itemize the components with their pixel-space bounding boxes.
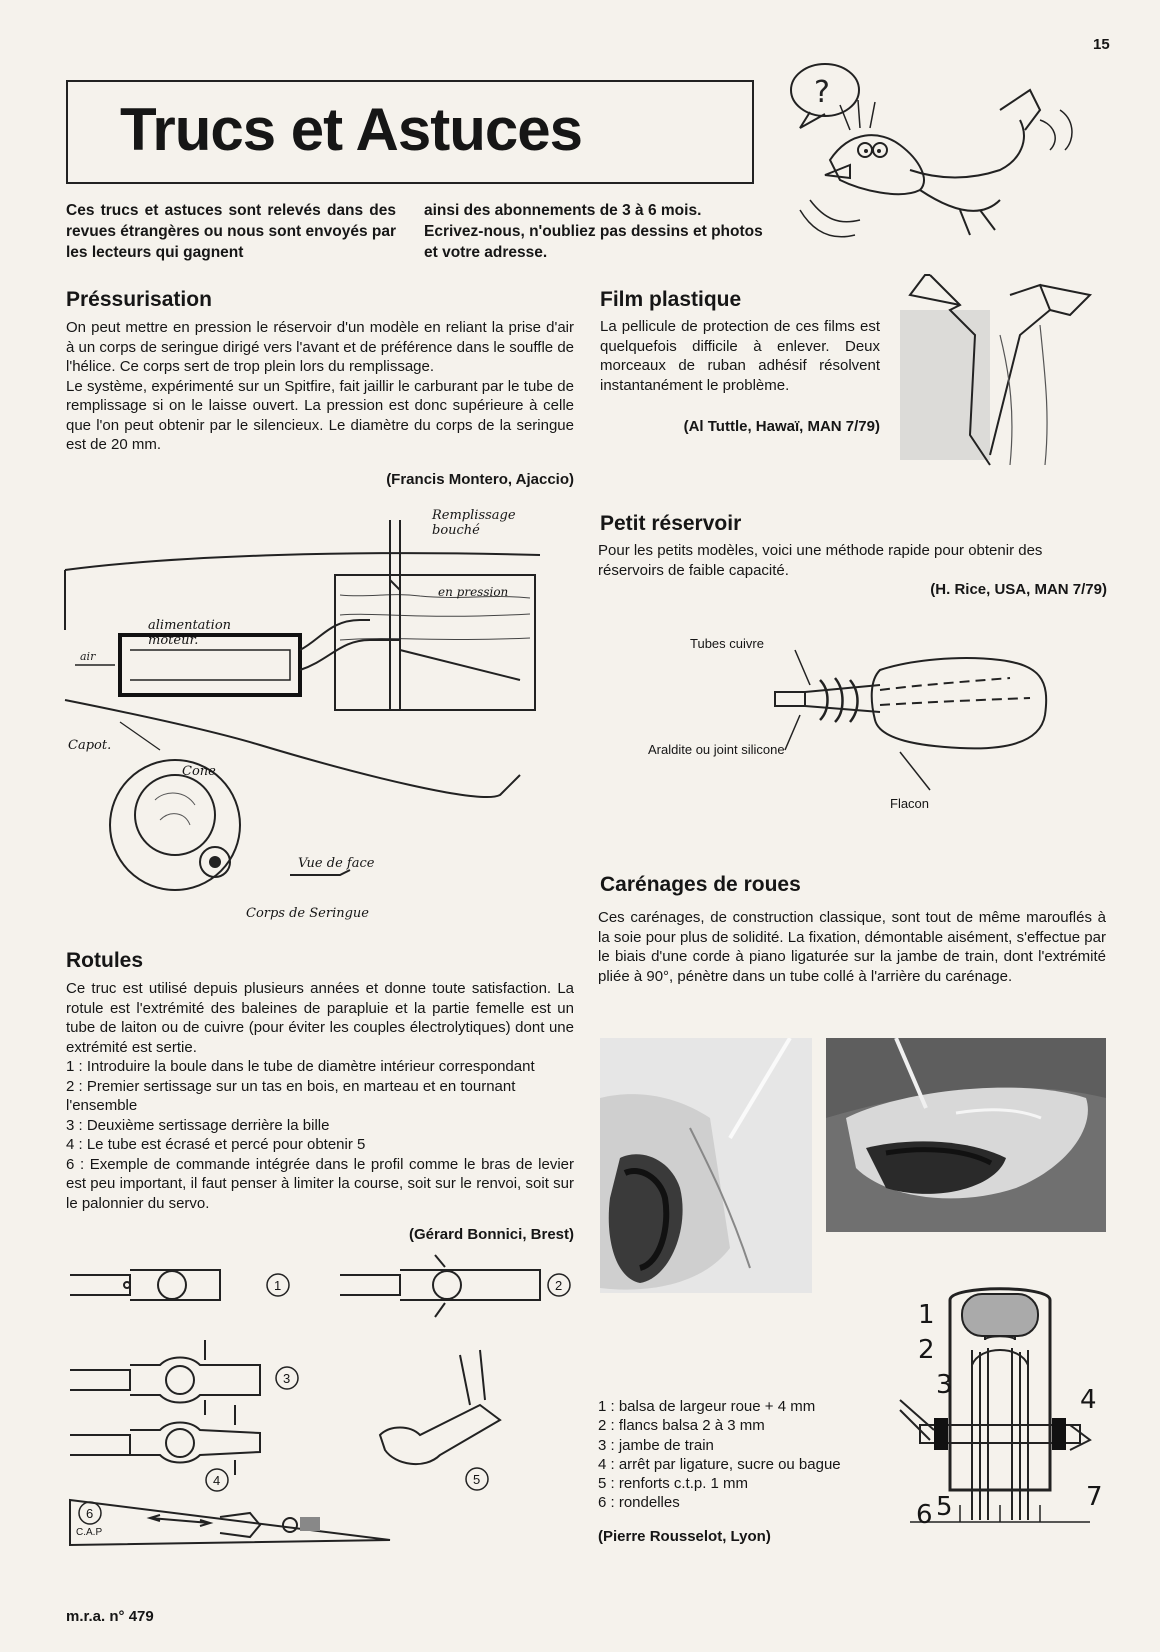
carenages-credit: (Pierre Rousselot, Lyon)	[598, 1528, 771, 1545]
petit-reservoir-diagram	[760, 640, 1060, 790]
rotule-circle-label-6: 6	[86, 1506, 94, 1521]
diagram-number-6: 6	[916, 1500, 933, 1530]
legend-item: 4 : arrêt par ligature, sucre ou bague	[598, 1455, 841, 1473]
wheel-fairing-photo-left	[600, 1038, 812, 1293]
rotule-circle-label-5: 5	[473, 1472, 481, 1487]
rotules-step: 4 : Le tube est écrasé et percé pour obtenir 5	[66, 1136, 366, 1153]
rotules-heading: Rotules	[66, 949, 144, 972]
flacon-label: Flacon	[890, 796, 930, 811]
vue-de-face-label: Vue de face	[298, 856, 375, 871]
rotule-circle-label-1: 1	[274, 1278, 282, 1293]
rotules-diagram	[60, 1255, 580, 1555]
capot-label: Capot.	[68, 738, 112, 753]
diagram-number-2: 2	[918, 1335, 935, 1365]
legend-item: 5 : renforts c.t.p. 1 mm	[598, 1475, 749, 1493]
cartoon-bird-illustration	[770, 50, 1110, 260]
pressurisation-paragraph-2: Le système, expérimenté sur un Spitfire, fait jaillir le carburant par le tube de remplissage si on le laisse ouvert. La pression est donc supérieure à celle que l'on peut obtenir par le silencieux. Le diamètre du corps de la seringue est de 20 mm.	[66, 377, 574, 453]
rotules-credit: (Gérard Bonnici, Brest)	[408, 1226, 574, 1243]
rotules-step: 3 : Deuxième sertissage derrière la bille	[66, 1116, 330, 1134]
wheel-fairing-photo-right	[826, 1038, 1106, 1232]
rotules-step: 6 : Exemple de commande intégrée dans le profil comme le bras de levier est peu important, il faut penser à limiter la course, soit sur le renvoi, soit sur le palonnier du servo.	[66, 1155, 574, 1212]
remplissage-label: Remplissage bouché	[432, 508, 516, 538]
diagram-number-1: 1	[918, 1300, 935, 1330]
page-title: Trucs et Astuces	[120, 96, 582, 163]
petit-reservoir-heading: Petit réservoir	[600, 512, 742, 535]
corps-seringue-label: Corps de Seringue	[246, 906, 369, 921]
legend-item: 3 : jambe de train	[598, 1436, 714, 1454]
rotules-intro: Ce truc est utilisé depuis plusieurs années et donne toute satisfaction. La rotule est l'extrémité des baleines de parapluie et la partie femelle est un tube de laiton ou de cuivre (pour éviter les couples électrolytiques) dont une extrémité est sertie.	[66, 980, 574, 1056]
footer-issue: m.r.a. n° 479	[66, 1608, 154, 1625]
diagram-number-3: 3	[936, 1370, 953, 1400]
legend-item: 6 : rondelles	[598, 1494, 680, 1512]
rotules-step: 1 : Introduire la boule dans le tube de diamètre intérieur correspondant	[66, 1058, 535, 1075]
diagram-number-7: 7	[1086, 1482, 1103, 1512]
en-pression-label: en pression	[438, 585, 509, 599]
intro-right: ainsi des abonnements de 3 à 6 mois. Ecrivez-nous, n'oubliez pas dessins et photos et votre adresse.	[424, 202, 763, 261]
rotule-circle-label-4: 4	[213, 1473, 221, 1488]
page-number: 15	[1093, 36, 1110, 53]
legend-item: 2 : flancs balsa 2 à 3 mm	[598, 1417, 765, 1435]
intro-left: Ces trucs et astuces sont relevés dans des revues étrangères ou nous sont envoyés par les lecteurs qui gagnent	[66, 202, 396, 261]
alimentation-label: alimentation moteur.	[148, 618, 232, 648]
rotule-circle-label-3: 3	[283, 1371, 291, 1386]
film-heading: Film plastique	[600, 288, 742, 311]
rotules-step: 2 : Premier sertissage sur un tas en bois, en marteau et en tournant l'ensemble	[66, 1077, 516, 1114]
diagram-number-4: 4	[1080, 1385, 1097, 1415]
pressurisation-body	[66, 318, 574, 455]
film-body: La pellicule de protection de ces films est quelquefois difficile à enlever. Deux morceaux de ruban adhésif résolvent instantanément le problème.	[600, 318, 880, 394]
pressurisation-credit: (Francis Montero, Ajaccio)	[386, 471, 574, 488]
legend-item: 1 : balsa de largeur roue + 4 mm	[598, 1398, 816, 1415]
cone-label: Cone	[182, 764, 216, 779]
carenages-heading: Carénages de roues	[600, 873, 801, 896]
pressurisation-heading: Préssurisation	[66, 288, 212, 311]
diagram-number-5: 5	[936, 1492, 953, 1522]
pressurisation-paragraph-1: On peut mettre en pression le réservoir d'un modèle en reliant la prise d'air à un corps de seringue dirigé vers l'avant et de préférence dans le souffle de l'hélice. Ce corps sert de trop plein lors du remplissage.	[66, 319, 574, 375]
carenages-body: Ces carénages, de construction classique, sont tout de même marouflés à la soie pour plus de solidité. La fixation, démontable aisément, s'effectue par le biais d'une corde à piano ligaturée sur la jambe de train, dont l'extrémité pliée à 90°, pénètre dans un tube collé à l'arrière du carénage.	[598, 909, 1106, 985]
rotules-body	[66, 979, 574, 1213]
petit-reservoir-credit: (H. Rice, USA, MAN 7/79)	[930, 581, 1107, 598]
svg-text:?: ?	[814, 75, 830, 110]
araldite-label: Araldite ou joint silicone	[648, 742, 785, 757]
tubes-cuivre-label: Tubes cuivre	[690, 636, 764, 651]
air-label: air	[80, 650, 96, 663]
cap-label: C.A.P	[76, 1527, 103, 1538]
carenages-legend	[598, 1397, 908, 1513]
film-credit: (Al Tuttle, Hawaï, MAN 7/79)	[683, 418, 880, 435]
petit-reservoir-body: Pour les petits modèles, voici une méthode rapide pour obtenir des réservoirs de faible capacité.	[598, 542, 1043, 579]
rotule-circle-label-2: 2	[555, 1278, 563, 1293]
film-illustration	[900, 275, 1110, 475]
